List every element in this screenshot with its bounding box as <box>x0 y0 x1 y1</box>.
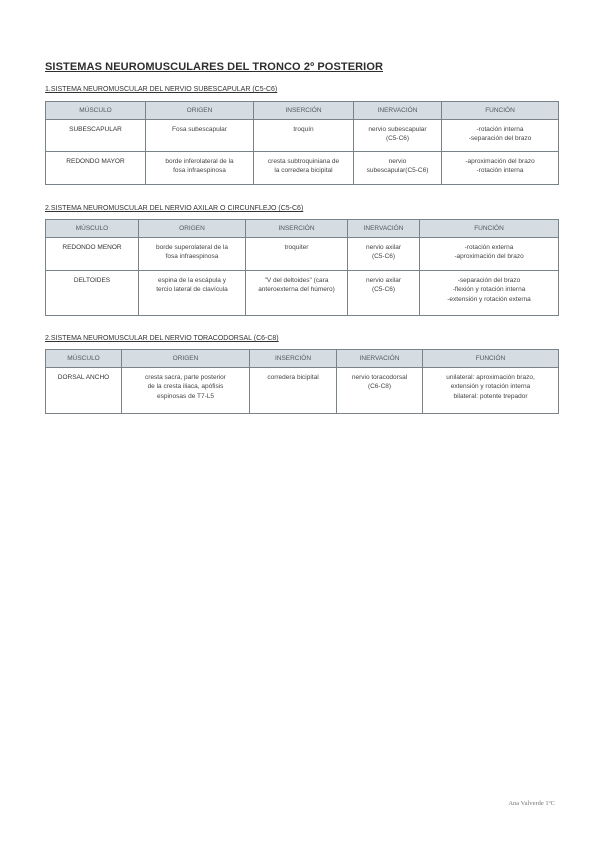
function-cell <box>420 271 559 316</box>
table-header-row <box>46 220 559 238</box>
innervation-cell <box>348 271 420 316</box>
innervation-line: (C5-C6) <box>371 286 396 294</box>
header-inervacion: INERVACIÓN <box>354 102 442 120</box>
header-musculo: MÚSCULO <box>46 350 122 368</box>
function-line: -separación del brazo <box>468 135 532 143</box>
table-row <box>46 368 559 414</box>
origin-line: cresta sacra, parte posterior <box>145 374 226 381</box>
origin-line: tercio lateral de clavícula <box>156 286 228 294</box>
origin-line: borde superolateral de la <box>156 244 228 251</box>
origin-cell <box>139 238 246 271</box>
function-line: -aproximación del brazo <box>465 158 535 165</box>
origin-cell <box>139 271 246 316</box>
innervation-line: nervio <box>388 158 407 165</box>
insertion-line: cresta subtroquiniana de <box>267 158 340 165</box>
innervation-line: nervio toracodorsal <box>351 374 408 381</box>
document-title: SISTEMAS NEUROMUSCULARES DEL TRONCO 2º POSTERIOR <box>45 61 384 73</box>
insertion-line: corredera bicipital <box>267 374 319 381</box>
header-origen: ORIGEN <box>146 102 254 120</box>
insertion-cell <box>246 238 348 271</box>
insertion-line: troquín <box>293 126 314 133</box>
table-header-row <box>46 102 559 120</box>
innervation-line: subescapular(C5-C6) <box>366 167 429 175</box>
innervation-line: nervio subescapular <box>368 126 427 133</box>
table-row <box>46 152 559 185</box>
insertion-line: "V del deltoides" (cara <box>264 277 329 284</box>
function-line: -rotación interna <box>476 126 524 133</box>
header-insercion: INSERCIÓN <box>250 350 337 368</box>
insertion-cell <box>250 368 337 414</box>
function-line: extensión y rotación interna <box>450 383 531 391</box>
header-funcion: FUNCIÓN <box>423 350 559 368</box>
header-musculo: MÚSCULO <box>46 220 139 238</box>
muscle-cell: DELTOIDES <box>46 271 139 316</box>
origin-cell <box>122 368 250 414</box>
insertion-line: anteroexterna del húmero) <box>258 286 335 294</box>
header-insercion: INSERCIÓN <box>246 220 348 238</box>
function-line: -extensión y rotación externa <box>447 295 531 303</box>
table-header-row <box>46 350 559 368</box>
function-cell <box>420 238 559 271</box>
table-toracodorsal <box>45 349 559 414</box>
muscle-cell: SUBESCAPULAR <box>46 120 146 152</box>
function-line: -rotación externa <box>464 244 514 251</box>
muscle-cell: REDONDO MENOR <box>46 238 139 271</box>
header-musculo: MÚSCULO <box>46 102 146 120</box>
origin-cell <box>146 152 254 185</box>
header-funcion: FUNCIÓN <box>420 220 559 238</box>
header-origen: ORIGEN <box>139 220 246 238</box>
function-line: bilateral: potente trepador <box>453 392 528 400</box>
section-title-axilar: 2.SISTEMA NEUROMUSCULAR DEL NERVIO AXILAR O CIRCUNFLEJO (C5-C6) <box>45 205 304 212</box>
muscle-cell: DORSAL ANCHO <box>46 368 122 414</box>
table-subescapular <box>45 101 559 185</box>
innervation-cell <box>354 152 442 185</box>
insertion-cell <box>246 271 348 316</box>
innervation-line: (C6-C8) <box>367 383 392 391</box>
function-line: -aproximación del brazo <box>454 253 524 261</box>
origin-line: espina de la escápula y <box>158 277 226 284</box>
function-cell <box>423 368 559 414</box>
origin-line: de la cresta iliaca, apófisis <box>147 383 224 391</box>
innervation-line: nervio axilar <box>365 277 402 284</box>
innervation-cell <box>348 238 420 271</box>
innervation-line: (C5-C6) <box>385 135 410 143</box>
table-row <box>46 238 559 271</box>
origin-line: fosa infraespinosa <box>165 253 219 261</box>
function-line: unilateral: aproximación brazo, <box>446 374 535 381</box>
origin-line: espinosas de T7-L5 <box>157 392 214 400</box>
insertion-line: troquiter <box>284 244 309 251</box>
function-cell <box>442 120 559 152</box>
header-inervacion: INERVACIÓN <box>337 350 423 368</box>
table-row <box>46 271 559 316</box>
origin-line: borde inferolateral de la <box>165 158 234 165</box>
author-footer: Ana Valverde 1ºC <box>508 800 555 807</box>
function-line: -separación del brazo <box>457 277 521 284</box>
function-line: -rotación interna <box>476 167 524 175</box>
function-line: -flexión y rotación interna <box>452 286 526 294</box>
insertion-line: la corredera bicipital <box>274 167 333 175</box>
origin-line: Fosa subescapular <box>172 126 227 133</box>
header-funcion: FUNCIÓN <box>442 102 559 120</box>
table-axilar <box>45 219 559 316</box>
insertion-cell <box>254 152 354 185</box>
origin-cell <box>146 120 254 152</box>
header-origen: ORIGEN <box>122 350 250 368</box>
origin-line: fosa infraespinosa <box>173 167 226 175</box>
innervation-line: (C5-C6) <box>371 253 396 261</box>
header-insercion: INSERCIÓN <box>254 102 354 120</box>
insertion-cell <box>254 120 354 152</box>
innervation-cell <box>337 368 423 414</box>
section-title-toracodorsal: 2.SISTEMA NEUROMUSCULAR DEL NERVIO TORACODORSAL (C6-C8) <box>45 335 279 342</box>
muscle-cell: REDONDO MAYOR <box>46 152 146 185</box>
function-cell <box>442 152 559 185</box>
header-inervacion: INERVACIÓN <box>348 220 420 238</box>
section-title-subescapular: 1.SISTEMA NEUROMUSCULAR DEL NERVIO SUBESCAPULAR (C5-C6) <box>45 86 278 93</box>
innervation-cell <box>354 120 442 152</box>
innervation-line: nervio axilar <box>365 244 402 251</box>
table-row <box>46 120 559 152</box>
